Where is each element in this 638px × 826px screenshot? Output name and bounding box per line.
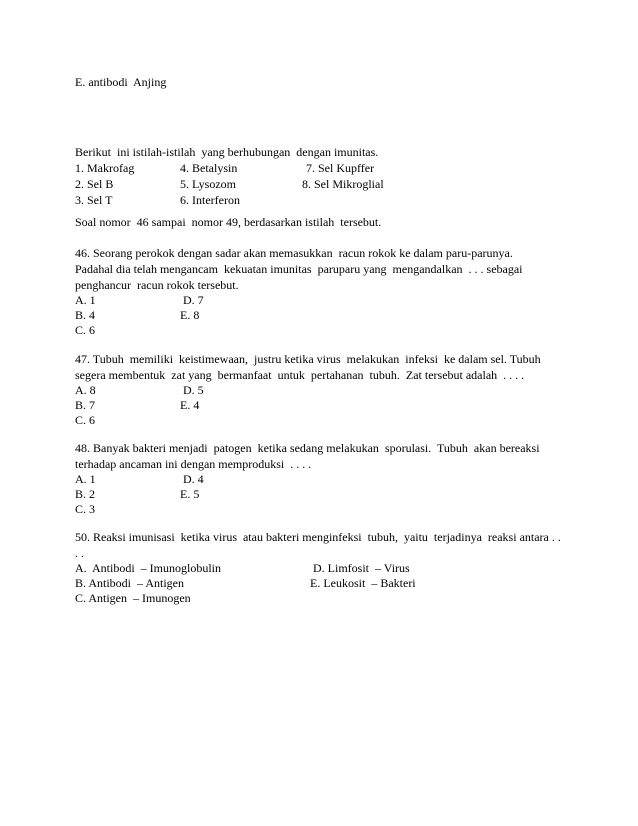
term-2: 2. Sel B [75,177,114,191]
instruction-text: Soal nomor 46 sampai nomor 49, berdasarkan istilah tersebut. [75,215,382,229]
term-1: 1. Makrofag [75,161,135,175]
q50-option-e: E. Leukosit – Bakteri [310,576,416,590]
q46-option-d: D. 7 [183,293,204,307]
q46-option-a: A. 1 [75,293,96,307]
previous-answer: E. antibodi Anjing [75,75,167,89]
term-7: 7. Sel Kupffer [306,161,375,175]
question-50-line-2: . . [75,546,84,560]
q46-option-b: B. 4 [75,308,96,322]
q50-option-b: B. Antibodi – Antigen [75,576,185,590]
q48-option-c: C. 3 [75,502,96,516]
q50-option-c: C. Antigen – Imunogen [75,591,191,605]
q47-option-c: C. 6 [75,413,96,427]
question-47-line-1: 47. Tubuh memiliki keistimewaan, justru ketika virus melakukan infeksi ke dalam sel. Tubuh [75,352,541,366]
intro-text: Berikut ini istilah-istilah yang berhubungan dengan imunitas. [75,145,379,159]
q50-option-d: D. Limfosit – Virus [313,561,410,575]
q47-option-b: B. 7 [75,398,96,412]
question-47-line-2: segera membentuk zat yang bermanfaat untuk pertahanan tubuh. Zat tersebut adalah . . . . [75,368,525,382]
term-6: 6. Interferon [180,193,240,207]
question-48-line-2: terhadap ancaman ini dengan memproduksi . . . . [75,457,312,471]
q48-option-b: B. 2 [75,487,96,501]
question-46-line-1: 46. Seorang perokok dengan sadar akan memasukkan racun rokok ke dalam paru-parunya. [75,246,513,260]
q47-option-e: E. 4 [180,398,200,412]
term-4: 4. Betalysin [180,161,238,175]
term-3: 3. Sel T [75,193,113,207]
q48-option-d: D. 4 [183,472,204,486]
question-46-line-3: penghancur racun rokok tersebut. [75,278,239,292]
question-50-line-1: 50. Reaksi imunisasi ketika virus atau bakteri menginfeksi tubuh, yaitu terjadinya reaksi antara . . [75,530,561,544]
question-46-line-2: Padahal dia telah mengancam kekuatan imunitas paruparu yang mengandalkan . . . sebagai [75,262,523,276]
q50-option-a: A. Antibodi – Imunoglobulin [75,561,222,575]
q46-option-e: E. 8 [180,308,200,322]
question-48-line-1: 48. Banyak bakteri menjadi patogen ketika sedang melakukan sporulasi. Tubuh akan bereaksi [75,441,540,455]
term-5: 5. Lysozom [180,177,236,191]
q47-option-a: A. 8 [75,383,96,397]
term-8: 8. Sel Mikroglial [302,177,384,191]
q47-option-d: D. 5 [183,383,204,397]
q48-option-a: A. 1 [75,472,96,486]
q46-option-c: C. 6 [75,323,96,337]
q48-option-e: E. 5 [180,487,200,501]
